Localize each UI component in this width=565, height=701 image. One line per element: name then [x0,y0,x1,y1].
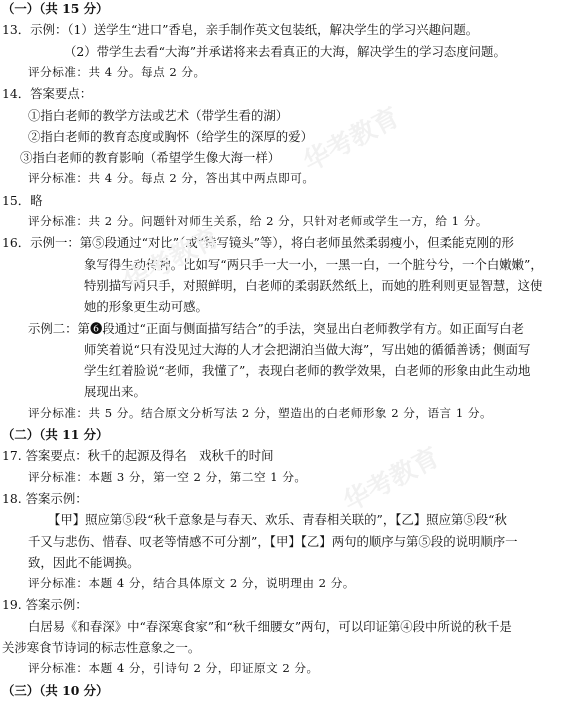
answer-line: ①指白老师的教学方法或艺术（带学生看的湖） [28,107,289,123]
answer-line: 【甲】照应第⑤段“秋千意象是与春天、欢乐、青春相关联的”，【乙】照应第⑤段“秋 [48,512,507,528]
grading-criteria-line: 评分标准：共 4 分。每点 2 分，答出其中两点即可。 [28,171,315,186]
grading-criteria-line: 评分标准：共 4 分。每点 2 分。 [28,64,206,79]
answer-line: 17. 答案要点：秋千的起源及得名 戏秋千的时间 [2,448,274,464]
answer-line: 16．示例一：第⑤段通过“对比”（或“特写镜头”等），将白老师虽然柔弱瘦小，但柔能克刚的形 [2,235,514,251]
answer-line: 白居易《和春深》中“春深寒食家”和“秋千细腰女”两句，可以印证第④段中所说的秋千是 [28,618,512,634]
answer-line: 学生红着脸说“老师，我懂了”，表现白老师的教学效果，白老师的形象由此生动地 [84,363,531,379]
answer-line: 关涉寒食节诗词的标志性意象之一。 [2,640,201,655]
grading-criteria-line: 评分标准：本题 4 分，引诗句 2 分，印证原文 2 分。 [28,661,319,676]
section-heading: （三）（共 10 分） [2,682,109,698]
answer-line: 展现出来。 [84,384,146,400]
watermark: 华考教育 [298,102,405,178]
answer-line: ③指白老师的教育影响（希望学生像大海一样） [20,150,281,166]
grading-criteria-line: 评分标准：共 5 分。结合原文分析写法 2 分，塑造出的白老师形象 2 分，语言 1 分。 [28,405,493,420]
answer-line: 特别描写两只手，对照鲜明，白老师的柔弱跃然纸上，而她的胜利则更显智慧，这使 [84,277,543,293]
answer-line: 13．示例：（1）送学生“进口”香皂，亲手制作英文包装纸，解决学生的学习兴趣问题。 [2,22,479,38]
section-heading: （二）（共 11 分） [2,427,109,442]
grading-criteria-line: 评分标准：本题 4 分，结合具体原文 2 分，说明理由 2 分。 [28,576,355,591]
answer-line: 示例二：第❻段通过“正面与侧面描写结合”的手法，突显出白老师教学有方。如正面写白老 [28,320,524,336]
grading-criteria-line: 评分标准：共 2 分。问题针对师生关系，给 2 分，只针对老师或学生一方，给 1 分。 [28,214,488,228]
answer-line: 千又与悲伤、惜春、叹老等情感不可分割”，【甲】【乙】两句的顺序与第⑤段的说明顺序一 [28,533,518,549]
watermark: 华考教育 [338,442,445,518]
grading-criteria-line: 评分标准：本题 3 分，第一空 2 分，第二空 1 分。 [28,469,307,484]
answer-line: 19. 答案示例： [2,597,88,613]
answer-line: 师笑着说“只有没见过大海的人才会把湖泊当做大海”，写出她的循循善诱；侧面写 [84,341,531,357]
answer-line: 象写得生动传神。比如写“两只手一大一小，一黑一白，一个脏兮兮，一个白嫩嫩”， [84,256,543,272]
section-heading: （一）（共 15 分） [2,1,109,16]
answer-line: ②指白老师的教育态度或胸怀（给学生的深厚的爱） [28,128,313,144]
answer-line: 15．略 [2,192,43,208]
answer-line: 18. 答案示例： [2,490,88,506]
answer-line: 她的形象更生动可感。 [84,299,208,315]
answer-line: 14．答案要点： [2,86,93,102]
watermark: 华考教育 [118,222,225,298]
answer-line: （2）带学生去看“大海”并承诺将来去看真正的大海，解决学生的学习态度问题。 [64,43,506,59]
answer-line: 致，因此不能调换。 [28,554,140,570]
